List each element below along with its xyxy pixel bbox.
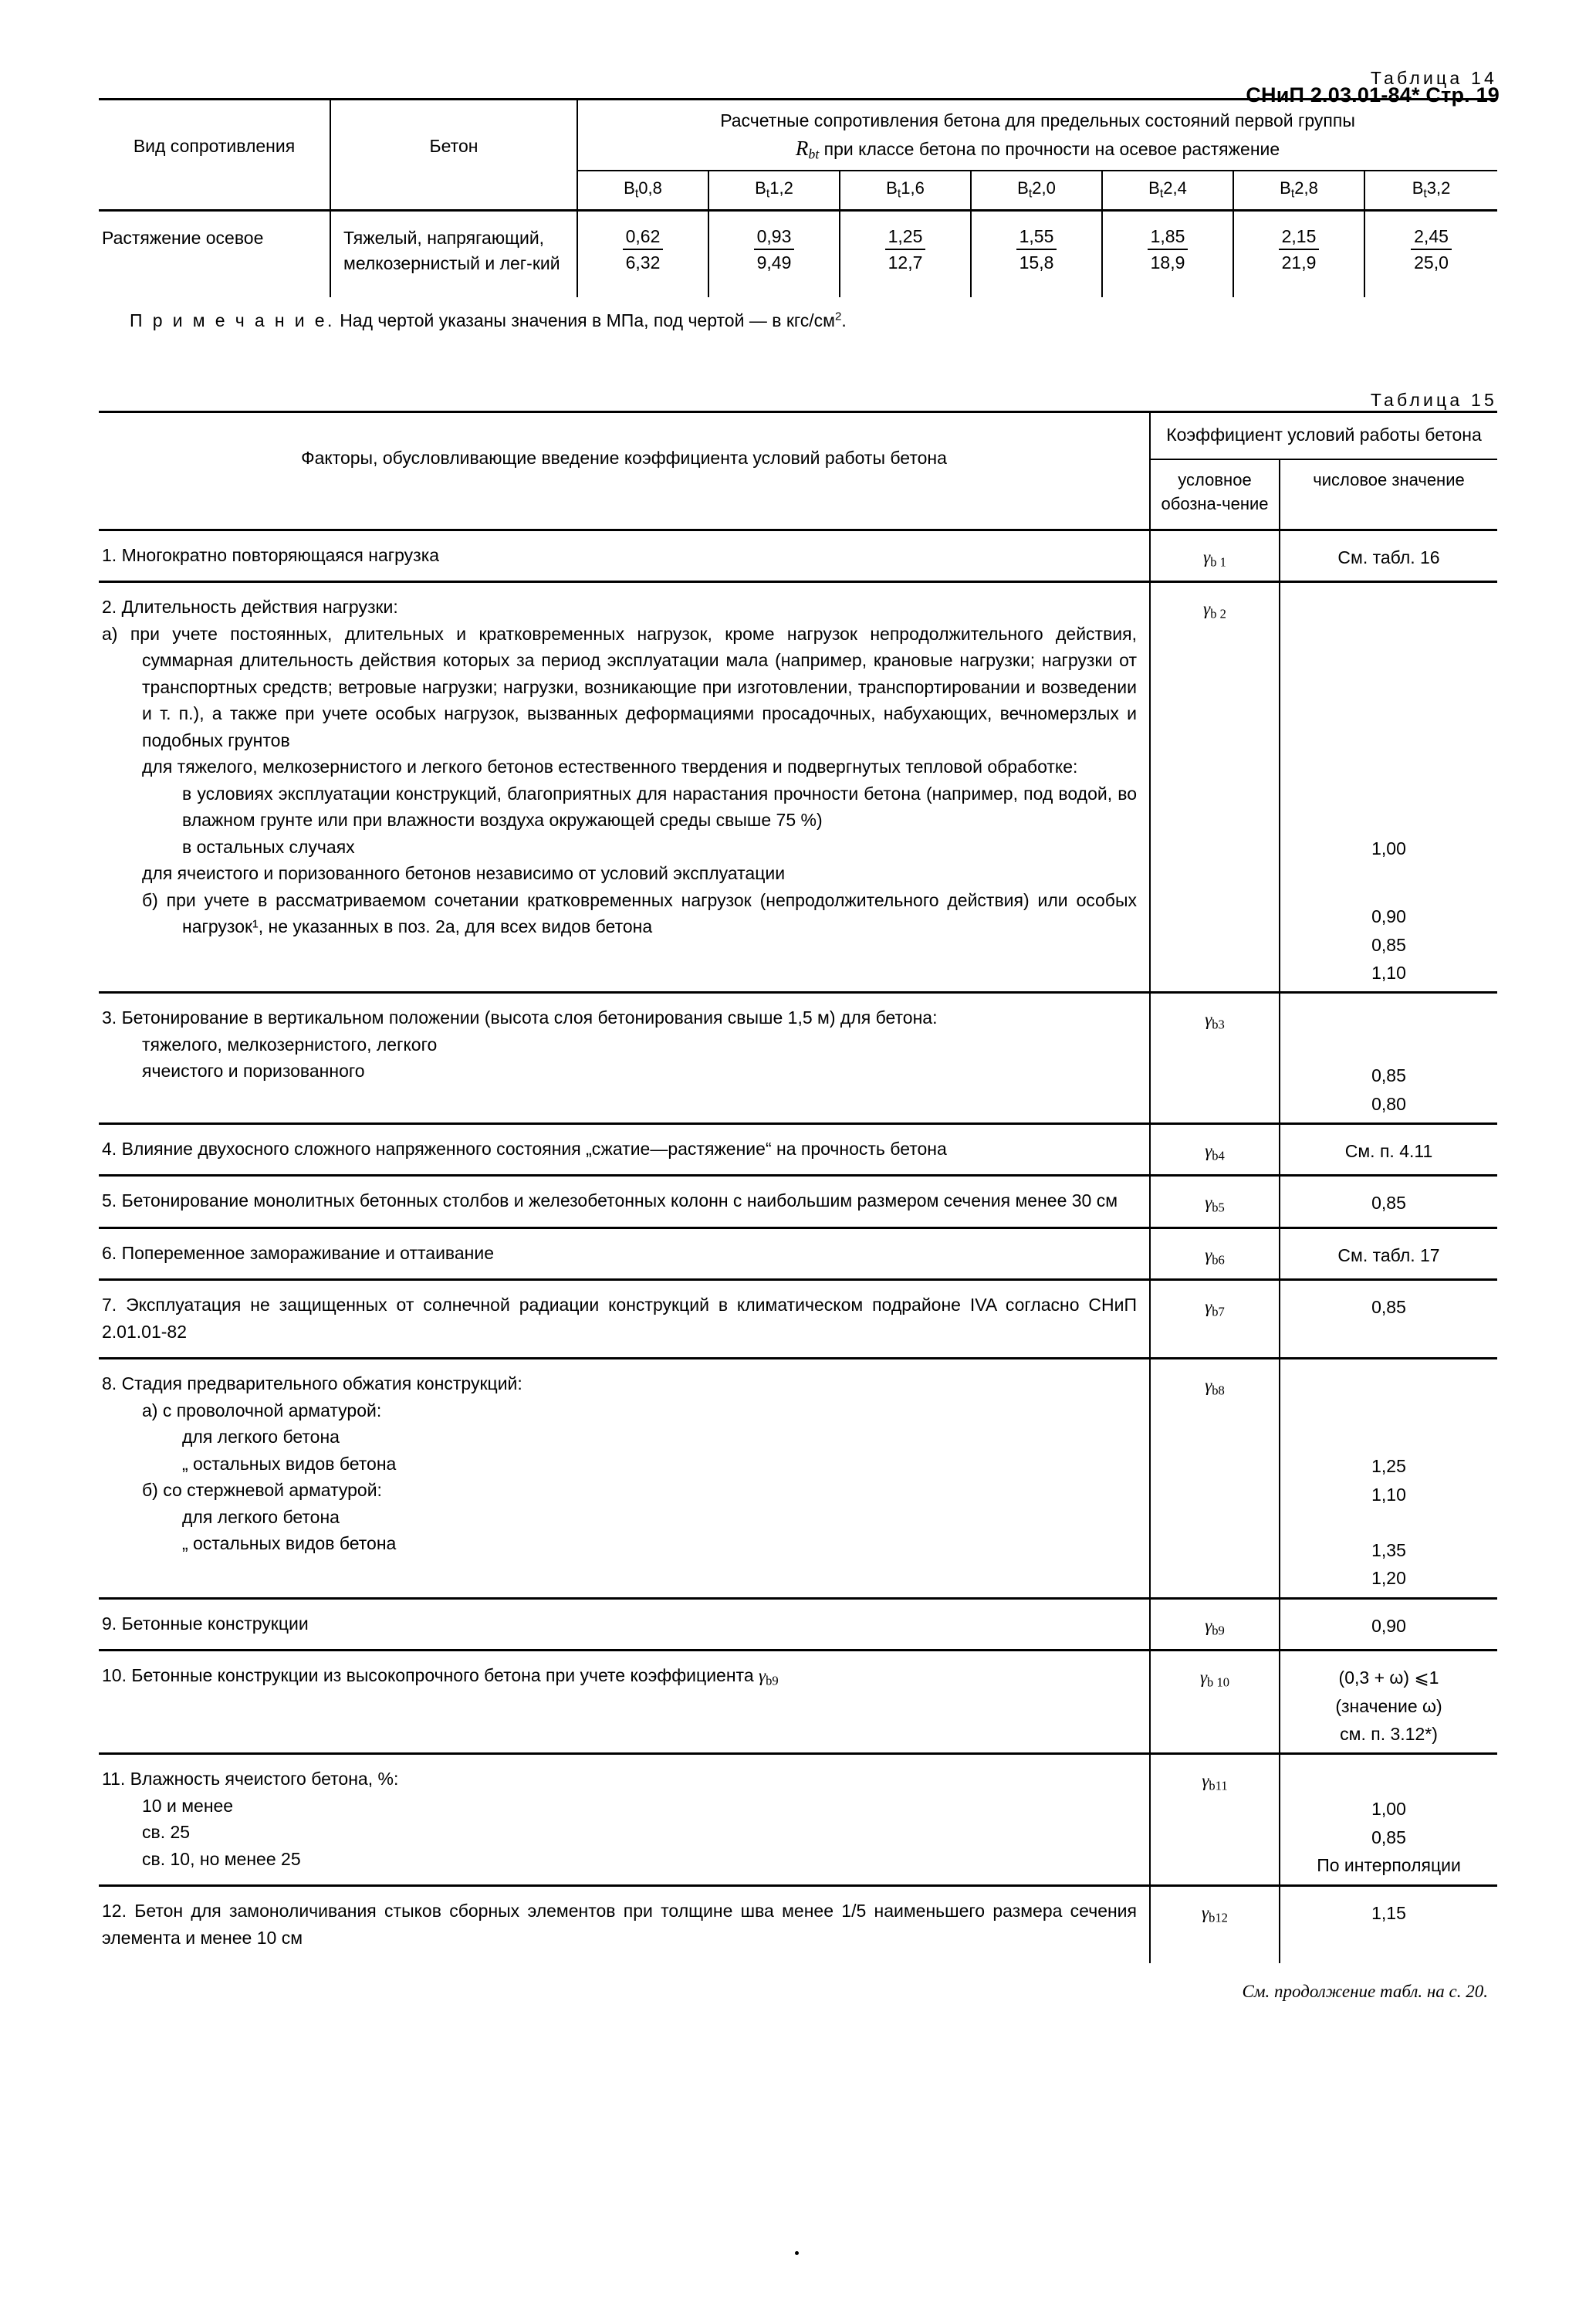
- t15-3-v1: 0,80: [1371, 1093, 1406, 1114]
- table15-factor-5: 5. Бетонирование монолитных бетонных столбов и железобетонных колонн с наибольшим размером сечения менее 30 см: [102, 1190, 1118, 1211]
- table15-value-9: 0,90: [1280, 1598, 1497, 1651]
- table15-value-7: 0,85: [1280, 1280, 1497, 1359]
- table15-factor-1: 1. Многократно повторяющаяся нагрузка: [102, 544, 440, 565]
- t15-2-v1: 0,90: [1371, 906, 1406, 927]
- table14-value-4: $\frac{1,85}{18,9}$: [1102, 210, 1233, 296]
- t15-8-v0: 1,25: [1371, 1456, 1406, 1477]
- table-row: [99, 993, 1497, 1124]
- table15-symbol-2: $\gamma_{b 2}$: [1150, 582, 1280, 993]
- table15-value-12: 1,15: [1280, 1886, 1497, 1964]
- table15-factor-9: 9. Бетонные конструкции: [102, 1613, 309, 1634]
- table15-value-3: [1280, 993, 1497, 1124]
- table15-factor-12: 12. Бетон для замоноличивания стыков сборных элементов при толщине шва менее 1/5 наименьшего размера сечения элемента и менее 10 см: [102, 1901, 1137, 1948]
- t15-8-l1: а) с проволочной арматурой:: [142, 1400, 382, 1420]
- table15-symbol-6: $\gamma_{b6}$: [1150, 1227, 1280, 1280]
- t15-8-l2: для легкого бетона: [182, 1427, 340, 1448]
- table14-note-sup: 2: [834, 309, 842, 323]
- table14-value-0: $\frac{0,62}{6,32}$: [577, 210, 708, 296]
- t15-2-v0: 1,00: [1371, 838, 1406, 858]
- table-row: [99, 1754, 1497, 1886]
- page-footer-mark: [795, 2251, 799, 2255]
- table14-note: [99, 297, 1497, 333]
- table15-header-symbol: условное обозна-чение: [1150, 459, 1280, 530]
- table15-symbol-11: $\gamma_{b11}$: [1150, 1754, 1280, 1886]
- table-row: [99, 1359, 1497, 1598]
- table15-value-1: См. табл. 16: [1280, 530, 1497, 582]
- table-row: [99, 1227, 1497, 1280]
- t15-3-l0: 3. Бетонирование в вертикальном положении (высота слоя бетонирования свыше 1,5 м) для бетона:: [102, 1007, 938, 1028]
- t15-11-l1: 10 и менее: [142, 1795, 234, 1816]
- table14-header-group-line2: при классе бетона по прочности на осевое растяжение: [819, 138, 1280, 159]
- table15-factor-11: [99, 1754, 1150, 1886]
- table-row: [99, 1651, 1497, 1754]
- t15-8-v2: 1,35: [1371, 1540, 1406, 1561]
- t15-2-l4: в остальных случаях: [182, 836, 355, 857]
- t15-10-v0: (0,3 + ω) ⩽1: [1338, 1668, 1439, 1688]
- table-row: [99, 1176, 1497, 1228]
- table-row: [99, 1280, 1497, 1359]
- table14-value-1: $\frac{0,93}{9,49}$: [708, 210, 840, 296]
- t15-8-v3: 1,20: [1371, 1568, 1406, 1589]
- t15-8-l3: „ остальных видов бетона: [182, 1453, 397, 1474]
- t15-2-v3: 1,10: [1371, 962, 1406, 983]
- t15-3-v0: 0,85: [1371, 1065, 1406, 1086]
- table14-header-vid: Вид сопротивления: [133, 136, 296, 156]
- t15-3-l1: тяжелого, мелкозернистого, легкого: [142, 1034, 438, 1055]
- table15-value-2: [1280, 582, 1497, 993]
- table15-block: [99, 390, 1497, 2003]
- table-row: [99, 530, 1497, 582]
- table14-class-5: $B_t2,8$: [1233, 171, 1364, 210]
- table15-symbol-4: $\gamma_{b4}$: [1150, 1123, 1280, 1176]
- table15-value-6: См. табл. 17: [1280, 1227, 1497, 1280]
- t15-2-l5: для ячеистого и поризованного бетонов независимо от условий эксплуатации: [142, 863, 786, 883]
- t15-2-b: б) при учете в рассматриваемом сочетании кратковременных нагрузок (непродолжительного действия) или особых нагрузок¹, не указанных в поз. 2а, для всех видов бетона: [142, 889, 1137, 936]
- table14-class-4: $B_t2,4$: [1102, 171, 1233, 210]
- table14-value-5: $\frac{2,15}{21,9}$: [1233, 210, 1364, 296]
- table15-symbol-3: $\gamma_{b3}$: [1150, 993, 1280, 1124]
- table15-header-value: числовое значение: [1280, 459, 1497, 530]
- t15-2-l3: в условиях эксплуатации конструкций, благоприятных для нарастания прочности бетона (например, под водой, во влажном грунте или при влажности воздуха окружающей среды свыше 75 %): [182, 783, 1137, 830]
- table14-note-tail: .: [841, 310, 847, 330]
- t15-11-v0: 1,00: [1371, 1799, 1406, 1820]
- running-head: СНиП 2.03.01-84* Стр. 19: [1246, 83, 1500, 107]
- table15-factor-2: [99, 582, 1150, 993]
- table15-value-4: См. п. 4.11: [1280, 1123, 1497, 1176]
- table15-factor-3: [99, 993, 1150, 1124]
- t15-2-a: а) при учете постоянных, длительных и кратковременных нагрузок, кроме нагрузок непродолжительного действия, суммарная длительность действия которых за период эксплуатации мала (например, крановые нагрузки; нагрузки от транспортных средств; ветровые нагрузки; нагрузки, возникающие при изготовлении, транспортировании и возведении и т. п.), а также при учете особых нагрузок, вызванных деформациями просадочных, набухающих, вечномерзлых и подобных грунтов: [102, 623, 1137, 750]
- gamma-b9-inline: $\gamma_{b9}$: [759, 1666, 779, 1688]
- table14-value-3: $\frac{1,55}{15,8}$: [971, 210, 1102, 296]
- table15-symbol-8: $\gamma_{b8}$: [1150, 1359, 1280, 1598]
- table14-note-lead: П р и м е ч а н и е.: [130, 310, 335, 330]
- t15-8-l6: „ остальных видов бетона: [182, 1533, 397, 1554]
- table15-value-8: [1280, 1359, 1497, 1598]
- table14-header-row-1: [99, 100, 1497, 171]
- table14-class-6: $B_t3,2$: [1364, 171, 1497, 210]
- t15-2-l0: 2. Длительность действия нагрузки:: [102, 597, 398, 617]
- table-row: [99, 1598, 1497, 1651]
- table15-continuation-note: См. продолжение табл. на с. 20.: [1242, 1982, 1488, 2002]
- t15-11-v2: По интерполяции: [1317, 1854, 1461, 1875]
- table14-class-3: $B_t2,0$: [971, 171, 1102, 210]
- t15-10-v2: см. п. 3.12*): [1340, 1723, 1438, 1744]
- table14-class-2: $B_t1,6$: [840, 171, 971, 210]
- table-15: [99, 411, 1497, 1964]
- t15-11-l3: св. 10, но менее 25: [142, 1848, 301, 1869]
- table15-value-11: [1280, 1754, 1497, 1886]
- t15-10-text: 10. Бетонные конструкции из высокопрочного бетона при учете коэффициента: [102, 1665, 759, 1686]
- t15-8-l4: б) со стержневой арматурой:: [142, 1480, 382, 1501]
- t15-11-v1: 0,85: [1371, 1827, 1406, 1847]
- table15-symbol-1: $\gamma_{b 1}$: [1150, 530, 1280, 582]
- table14-value-2: $\frac{1,25}{12,7}$: [840, 210, 971, 296]
- table15-header-factors: Факторы, обусловливающие введение коэффициента условий работы бетона: [301, 447, 947, 468]
- table14-note-text: Над чертой указаны значения в МПа, под чертой — в кгс/см: [340, 310, 835, 330]
- table-14: [99, 98, 1497, 297]
- table14-cell-kind: Растяжение осевое: [102, 227, 264, 248]
- t15-3-l2: ячеистого и поризованного: [142, 1061, 365, 1082]
- table15-header-row-1: [99, 411, 1497, 459]
- table-row: [99, 1123, 1497, 1176]
- table-row: [99, 582, 1497, 993]
- table15-value-10: [1280, 1651, 1497, 1754]
- table15-symbol-7: $\gamma_{b7}$: [1150, 1280, 1280, 1359]
- table14-class-0: $B_t0,8$: [577, 171, 708, 210]
- table15-factor-7: 7. Эксплуатация не защищенных от солнечной радиации конструкций в климатическом подрайоне IVA согласно СНиП 2.01.01-82: [102, 1295, 1137, 1342]
- t15-8-v1: 1,10: [1371, 1484, 1406, 1505]
- t15-10-v1: (значение ω): [1335, 1695, 1442, 1716]
- t15-11-l0: 11. Влажность ячеистого бетона, %:: [102, 1769, 399, 1789]
- table15-value-5: 0,85: [1280, 1176, 1497, 1228]
- table15-factor-6: 6. Попеременное замораживание и оттаивание: [102, 1242, 495, 1263]
- table14-caption: Таблица 14: [1370, 68, 1497, 88]
- table14-header-group-line1: Расчетные сопротивления бетона для предельных состояний первой группы: [720, 110, 1355, 130]
- rbt-symbol: Rbt: [795, 136, 820, 162]
- t15-2-v2: 0,85: [1371, 934, 1406, 955]
- table15-symbol-9: $\gamma_{b9}$: [1150, 1598, 1280, 1651]
- table14-class-1: $B_t1,2$: [708, 171, 840, 210]
- table15-factor-10: [99, 1651, 1150, 1754]
- table15-header-coef: Коэффициент условий работы бетона: [1150, 411, 1497, 459]
- table15-factor-8: [99, 1359, 1150, 1598]
- table-row: [99, 210, 1497, 296]
- table15-caption: Таблица 15: [1370, 389, 1497, 410]
- t15-8-l5: для легкого бетона: [182, 1506, 340, 1527]
- table14-header-group: [577, 100, 1497, 171]
- table14-header-beton: Бетон: [330, 100, 577, 211]
- table-row: [99, 1886, 1497, 1964]
- table14-value-6: $\frac{2,45}{25,0}$: [1364, 210, 1497, 296]
- table15-symbol-5: $\gamma_{b5}$: [1150, 1176, 1280, 1228]
- table14-cell-concrete: Тяжелый, напрягающий, мелкозернистый и лег-кий: [330, 210, 577, 296]
- page-content: [99, 0, 1497, 2002]
- table15-factor-4: 4. Влияние двухосного сложного напряженного состояния „сжатие—растяжение“ на прочность бетона: [102, 1138, 947, 1159]
- table15-symbol-10: $\gamma_{b 10}$: [1150, 1651, 1280, 1754]
- t15-11-l2: св. 25: [142, 1822, 191, 1843]
- table15-symbol-12: $\gamma_{b12}$: [1150, 1886, 1280, 1964]
- t15-2-l2: для тяжелого, мелкозернистого и легкого бетонов естественного твердения и подвергнутых тепловой обработке:: [142, 757, 1078, 777]
- t15-8-l0: 8. Стадия предварительного обжатия конструкций:: [102, 1373, 522, 1394]
